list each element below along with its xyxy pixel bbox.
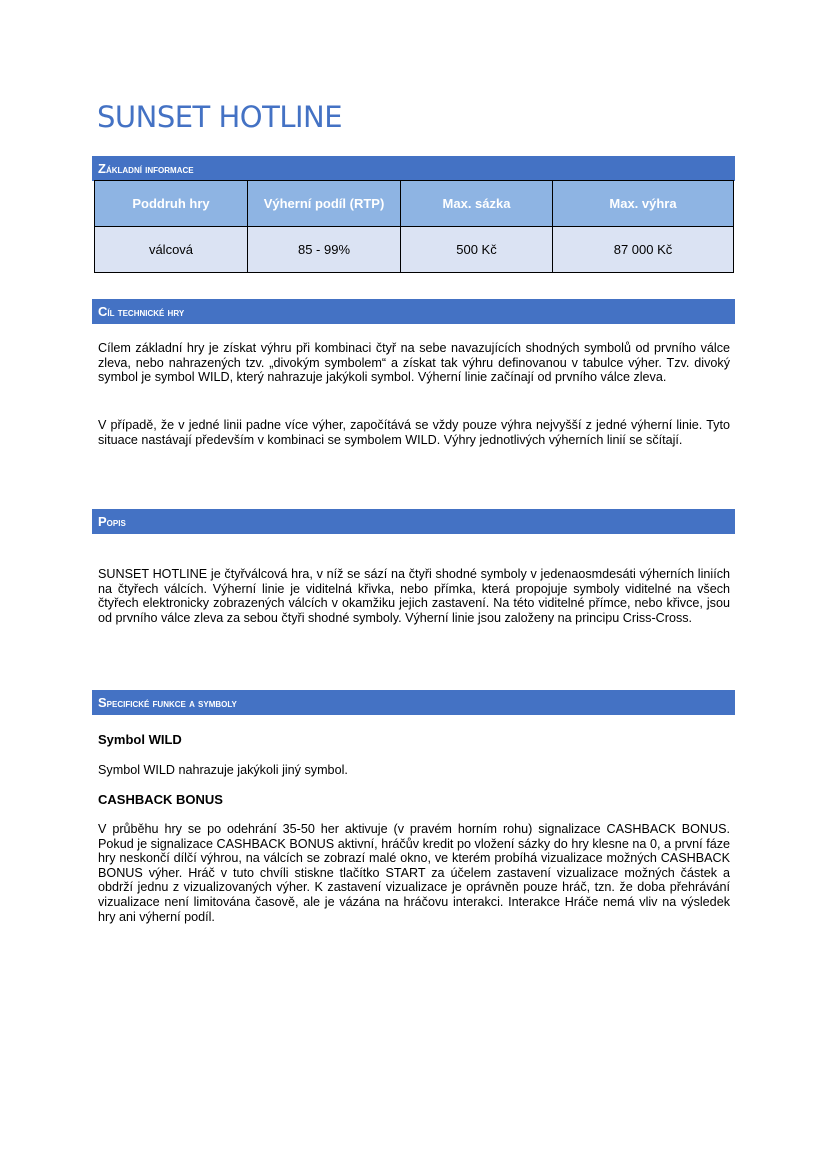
table-row <box>95 227 734 273</box>
heading-initial: C <box>98 304 108 319</box>
cashback-bonus-text: V průběhu hry se po odehrání 35-50 her aktivuje (v pravém horním rohu) signalizace CASHBACK BONUS. Pokud je signalizace CASHBACK BONUS aktivní, hráčův kredit po vložení sázky do hry klesne na 0, a první fáze hry neskončí dílčí výhrou, na válcích se zobrazí malé okno, ve kterém probíhá vizualizace možných CASHBACK BONUS výher. Hráč v tuto chvíli stiskne tlačítko START za účelem zastavení vizualizace možných částek a obdrží jednu z vizualizovaných výher. K zastavení vizualizace je oprávněn pouze hráč, tzn. že doba přehrávání vizualizace není limitována časově, ale je vázána na hráčovu interakci. Interakce Hráče nemá vliv na výsledek hry ani výherní podíl. <box>98 822 730 924</box>
table-header-row <box>95 181 734 227</box>
table-cell: 87 000 Kč <box>553 227 734 273</box>
heading-rest: íl technické hry <box>107 307 185 319</box>
document-title: SUNSET HOTLINE <box>97 100 343 134</box>
description-paragraph: SUNSET HOTLINE je čtyřválcová hra, v níž se sází na čtyři shodné symboly v jedenaosmdesáti výherních liniích na čtyřech válcích. Výherní linie je viditelná křivka, nebo přímka, která propojuje symboly viditelné na všech čtyřech elektronicky zobrazených válcích v okamžiku jejich zastavení. Na této viditelné přímce, nebo křivce, jsou od prvního válce zleva za sebou čtyři shodné symboly. Výherní linie jsou založeny na principu Criss-Cross. <box>98 567 730 625</box>
table-header-cell: Max. sázka <box>401 181 553 227</box>
heading-rest: pecifické funkce a symboly <box>106 698 237 710</box>
section-heading-goal <box>92 299 735 324</box>
wild-symbol-heading: Symbol WILD <box>98 732 182 747</box>
goal-paragraph: V případě, že v jedné linii padne více výher, započítává se vždy pouze výhra nejvyšší z jedné výherní linie. Tyto situace nastávají především v kombinaci se symbolem WILD. Výhry jednotlivých výherních linií se sčítají. <box>98 418 730 447</box>
heading-rest: opis <box>106 517 126 529</box>
table-header-cell: Výherní podíl (RTP) <box>248 181 401 227</box>
heading-initial: S <box>98 695 107 710</box>
heading-initial: Z <box>98 161 106 176</box>
table-cell: 500 Kč <box>401 227 553 273</box>
wild-symbol-text: Symbol WILD nahrazuje jakýkoli jiný symbol. <box>98 763 348 777</box>
heading-rest: ákladní informace <box>105 164 194 176</box>
table-cell: 85 - 99% <box>248 227 401 273</box>
section-heading-features <box>92 690 735 715</box>
table-cell: válcová <box>95 227 248 273</box>
section-heading-basic-info <box>92 156 735 181</box>
table-header-cell: Poddruh hry <box>95 181 248 227</box>
table-header-cell: Max. výhra <box>553 181 734 227</box>
basic-info-table <box>94 180 734 273</box>
goal-paragraph: Cílem základní hry je získat výhru při kombinaci čtyř na sebe navazujících shodných symbolů od prvního válce zleva, nebo nahrazených tzv. „divokým symbolem“ a získat tak výhru definovanou v tabulce výher. Tzv. divoký symbol je symbol WILD, který nahrazuje jakýkoli symbol. Výherní linie začínají od prvního válce zleva. <box>98 341 730 385</box>
section-heading-description <box>92 509 735 534</box>
heading-initial: P <box>98 514 107 529</box>
cashback-bonus-heading: CASHBACK BONUS <box>98 792 223 807</box>
